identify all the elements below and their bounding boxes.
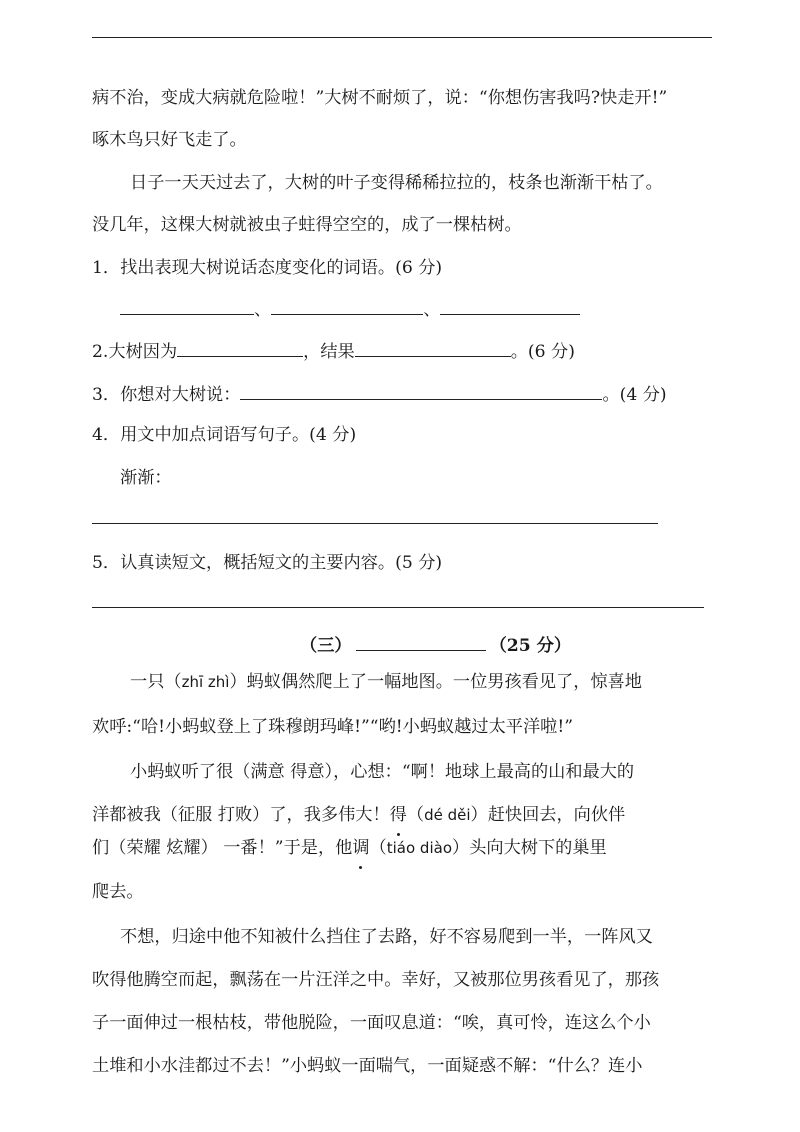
answer-blank[interactable] — [271, 296, 423, 315]
question-3 — [92, 381, 667, 407]
question-4: 4．用文中加点词语写句子。(4 分) — [92, 425, 357, 445]
top-rule — [92, 37, 712, 38]
question-2-mid: ，结果 — [303, 342, 355, 362]
pinyin-options: zhī zhì — [181, 673, 230, 691]
question-1-answers — [120, 296, 580, 322]
section-score: （25 分） — [489, 636, 572, 656]
text-run: ）头向大树下的巢里 — [452, 838, 607, 858]
passage-line: 欢呼:“哈!小蚂蚁登上了珠穆朗玛峰!”“哟!小蚂蚁越过太平洋啦!” — [92, 717, 574, 737]
passage-line — [92, 803, 625, 827]
dotted-char: 调 — [352, 838, 370, 858]
passage-line: 病不治，变成大病就危险啦！”大树不耐烦了，说：“你想伤害我吗?快走开!” — [92, 88, 668, 108]
text-run: （ — [406, 805, 425, 825]
text-run: ）赶快回去，向伙伴 — [470, 805, 626, 825]
passage-line: 土堆和小水洼都过不去！”小蚂蚁一面喘气，一面疑惑不解：“什么？连小 — [92, 1056, 643, 1076]
question-3-suffix: 。(4 分) — [602, 385, 667, 405]
question-4-word: 渐渐： — [120, 468, 172, 488]
answer-line[interactable] — [92, 607, 704, 608]
passage-line: 子一面伸过一根枯枝，带他脱险，一面叹息道：“唉，真可怜，连这么个小 — [92, 1013, 651, 1033]
answer-line[interactable] — [92, 523, 658, 524]
passage-line: 啄木鸟只好飞走了。 — [92, 130, 247, 150]
answer-blank[interactable] — [177, 338, 303, 357]
answer-blank[interactable] — [120, 296, 254, 315]
question-5: 5．认真读短文，概括短文的主要内容。(5 分) — [92, 553, 443, 573]
pinyin-options: dé děi — [424, 806, 471, 824]
pinyin-options: tiáo diào — [386, 839, 452, 857]
dotted-char: 得 — [389, 805, 407, 825]
question-2 — [92, 338, 575, 364]
answer-blank[interactable] — [440, 296, 580, 315]
section-3-heading — [300, 632, 571, 658]
passage-line: 不想，归途中他不知被什么挡住了去路，好不容易爬到一半，一阵风又 — [120, 927, 653, 947]
question-2-prefix: 2.大树因为 — [92, 342, 178, 362]
title-blank[interactable] — [356, 632, 486, 651]
text-run: 们（荣耀 炫耀） 一番！”于是，他 — [92, 838, 353, 858]
passage-line — [92, 836, 607, 860]
text-run: 洋都被我（征服 打败）了，我多伟大！ — [92, 805, 390, 825]
passage-line: 爬去。 — [92, 882, 144, 902]
question-3-prefix: 3．你想对大树说： — [92, 385, 241, 405]
passage-line: 吹得他腾空而起，飘荡在一片汪洋之中。幸好，又被那位男孩看见了，那孩 — [92, 970, 660, 990]
answer-blank[interactable] — [240, 381, 602, 400]
separator: 、 — [423, 300, 441, 320]
question-1: 1．找出表现大树说话态度变化的词语。(6 分) — [92, 258, 443, 278]
text-run: （ — [369, 838, 387, 858]
passage-line — [130, 670, 642, 694]
question-2-suffix: 。(6 分) — [510, 342, 575, 362]
text-run: ）蚂蚁偶然爬上了一幅地图。一位男孩看见了，惊喜地 — [229, 672, 642, 692]
text-run: 一只（ — [130, 672, 182, 692]
passage-line: 小蚂蚁听了很（满意 得意），心想：“啊！地球上最高的山和最大的 — [130, 762, 635, 782]
separator: 、 — [254, 300, 272, 320]
passage-line: 没几年，这棵大树就被虫子蛀得空空的，成了一棵枯树。 — [92, 215, 522, 235]
section-label: （三） — [300, 636, 352, 656]
answer-blank[interactable] — [355, 338, 511, 357]
passage-line: 日子一天天过去了，大树的叶子变得稀稀拉拉的，枝条也渐渐干枯了。 — [130, 173, 663, 193]
